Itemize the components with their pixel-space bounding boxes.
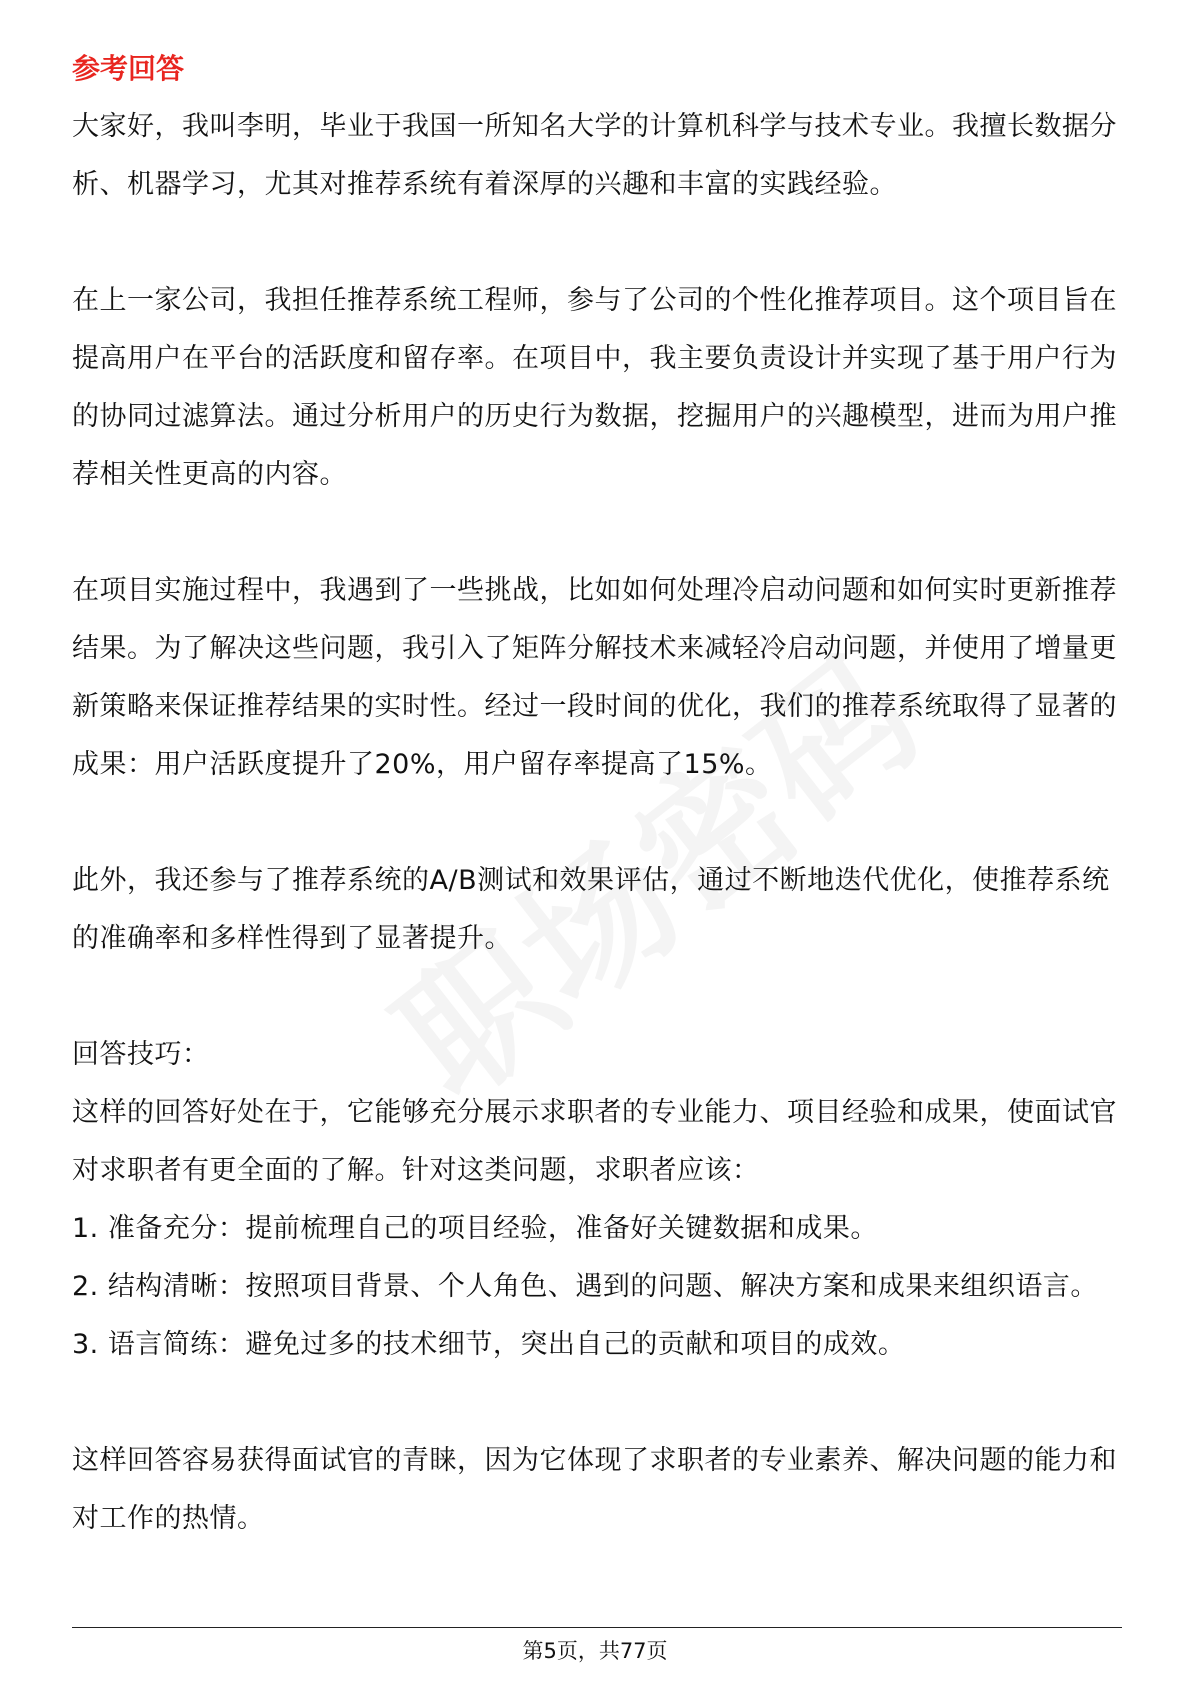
footer-divider (72, 1627, 1122, 1628)
paragraph-intro: 大家好，我叫李明，毕业于我国一所知名大学的计算机科学与技术专业。我擅长数据分析、机器学习，尤其对推荐系统有着深厚的兴趣和丰富的实践经验。 (72, 111, 1117, 200)
paragraph-challenges: 在项目实施过程中，我遇到了一些挑战，比如如何处理冷启动问题和如何实时更新推荐结果。为了解决这些问题，我引入了矩阵分解技术来减轻冷启动问题，并使用了增量更新策略来保证推荐结果的实时性。经过一段时间的优化，我们的推荐系统取得了显著的成果：用户活跃度提升了20%，用户留存率提高了15%。 (72, 575, 1117, 780)
tip-item-1: 1. 准备充分：提前梳理自己的项目经验，准备好关键数据和成果。 (72, 1213, 878, 1244)
paragraph-experience: 在上一家公司，我担任推荐系统工程师，参与了公司的个性化推荐项目。这个项目旨在提高用户在平台的活跃度和留存率。在项目中，我主要负责设计并实现了基于用户行为的协同过滤算法。通过分析用户的历史行为数据，挖掘用户的兴趣模型，进而为用户推荐相关性更高的内容。 (72, 285, 1117, 490)
tip-item-2: 2. 结构清晰：按照项目背景、个人角色、遇到的问题、解决方案和成果来组织语言。 (72, 1271, 1098, 1302)
document-body (72, 40, 1122, 1548)
tips-title: 回答技巧： (72, 1039, 210, 1070)
tip-item-3: 3. 语言简练：避免过多的技术细节，突出自己的贡献和项目的成效。 (72, 1329, 906, 1360)
tips-conclusion: 这样回答容易获得面试官的青睐，因为它体现了求职者的专业素养、解决问题的能力和对工作的热情。 (72, 1445, 1117, 1534)
tips-intro: 这样的回答好处在于，它能够充分展示求职者的专业能力、项目经验和成果，使面试官对求职者有更全面的了解。针对这类问题，求职者应该： (72, 1097, 1117, 1186)
section-heading: 参考回答 (72, 52, 185, 85)
paragraph-ab-testing: 此外，我还参与了推荐系统的A/B测试和效果评估，通过不断地迭代优化，使推荐系统的准确率和多样性得到了显著提升。 (72, 865, 1110, 954)
page-number: 第5页，共77页 (522, 1639, 668, 1663)
